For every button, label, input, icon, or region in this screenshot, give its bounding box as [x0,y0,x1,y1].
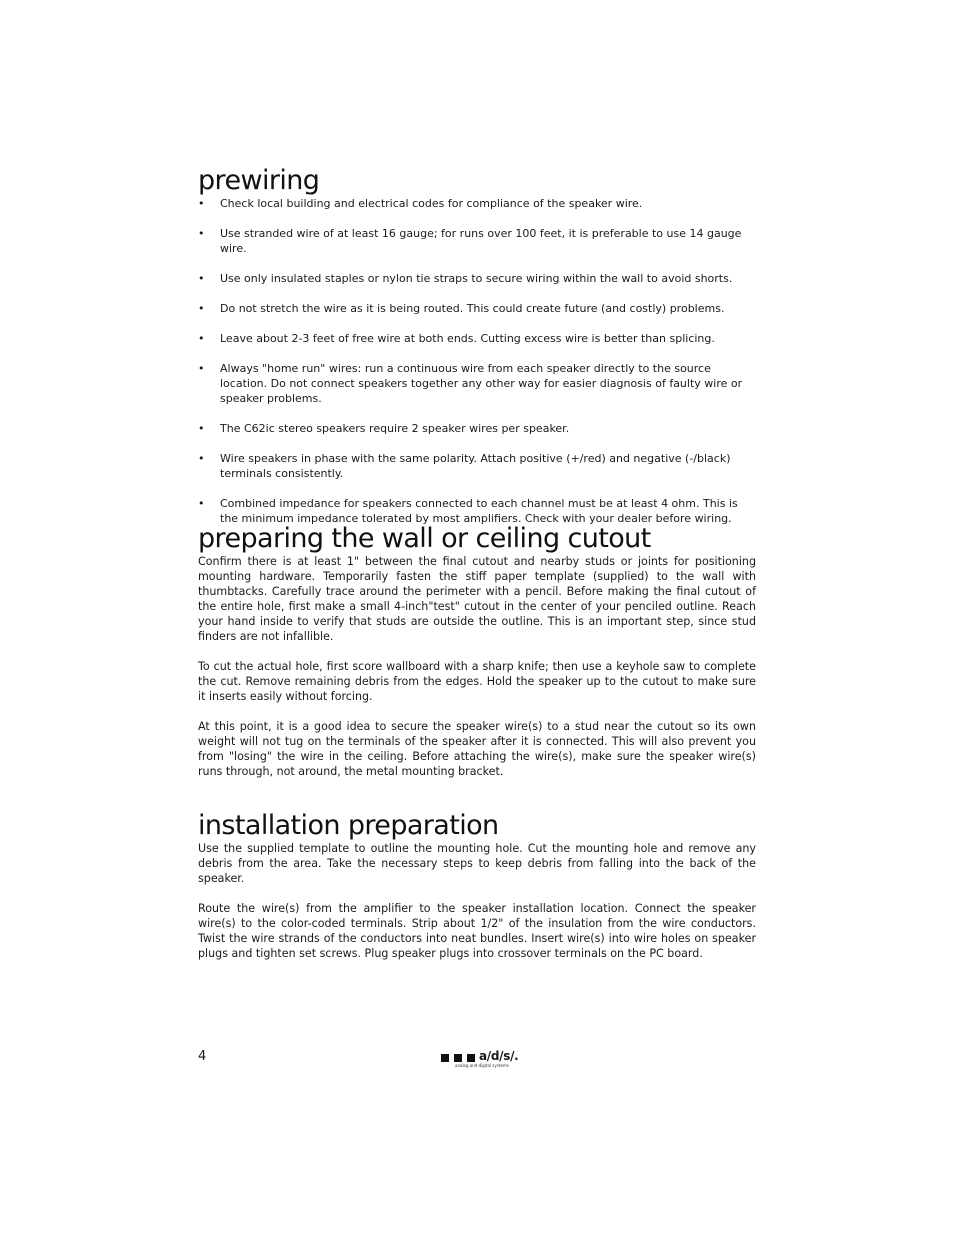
bullet-icon: • [198,302,205,315]
prewiring-bullet-item [198,196,756,211]
bullet-text: Combined impedance for speakers connected to each channel must be at least 4 ohm. This is the minimum impedance tolerated by most amplifiers. Check with your dealer before wiring. [220,497,738,525]
bullet-text: Do not stretch the wire as it is being routed. This could create future (and costly) problems. [220,302,725,315]
prewiring-bullet-item [198,226,756,256]
logo-text: a/d/s/. [479,1049,519,1063]
cutout-section [198,524,756,794]
prewiring-bullet-list [198,196,756,526]
logo-square-icon [454,1054,462,1062]
bullet-icon: • [198,452,205,465]
page-number: 4 [198,1049,207,1064]
cutout-heading: preparing the wall or ceiling cutout [198,523,651,554]
prewiring-heading: prewiring [198,165,320,196]
logo-square-icon [441,1054,449,1062]
bullet-text: Use stranded wire of at least 16 gauge; for runs over 100 feet, it is preferable to use 14 gauge wire. [220,227,742,255]
logo-square-icon [467,1054,475,1062]
bullet-text: Always "home run" wires: run a continuous wire from each speaker directly to the source location. Do not connect speakers together any other way for easier diagnosis of faulty wire or speaker problems. [220,362,743,405]
logo-tagline: analog and digital systems [455,1063,509,1068]
bullet-icon: • [198,362,205,375]
installation-heading: installation preparation [198,810,499,841]
installation-paragraph-1: Use the supplied template to outline the mounting hole. Cut the mounting hole and remove any debris from the area. Take the necessary steps to keep debris from falling into the back of the speaker. [198,842,756,885]
prewiring-bullet-item [198,451,756,481]
prewiring-section [198,166,756,541]
cutout-paragraph-2: To cut the actual hole, first score wallboard with a sharp knife; then use a keyhole saw to complete the cut. Remove remaining debris from the edges. Hold the speaker up to the cutout to make sure it inserts easily without forcing. [198,660,756,703]
bullet-text: Wire speakers in phase with the same polarity. Attach positive (+/red) and negative (-/black) terminals consistently. [220,452,731,480]
prewiring-bullet-item [198,421,756,436]
installation-section [198,811,756,976]
installation-paragraph-2: Route the wire(s) from the amplifier to the speaker installation location. Connect the speaker wire(s) to the color-coded terminals. Strip about 1/2" of the insulation from the wire conductors. Twist the wire strands of the conductors into neat bundles. Insert wire(s) into wire holes on speaker plugs and tighten set screws. Plug speaker plugs into crossover terminals on the PC board. [198,902,756,960]
bullet-text: Use only insulated staples or nylon tie straps to secure wiring within the wall to avoid shorts. [220,272,733,285]
bullet-icon: • [198,422,205,435]
cutout-paragraph-3: At this point, it is a good idea to secure the speaker wire(s) to a stud near the cutout so its own weight will not tug on the terminals of the speaker after it is connected. This will also prevent you from "losing" the wire in the ceiling. Before attaching the wire(s), make sure the speaker wire(s) runs through, not around, the metal mounting bracket. [198,720,756,778]
bullet-icon: • [198,332,205,345]
bullet-text: The C62ic stereo speakers require 2 speaker wires per speaker. [220,422,570,435]
bullet-text: Leave about 2-3 feet of free wire at both ends. Cutting excess wire is better than splicing. [220,332,715,345]
prewiring-bullet-item [198,331,756,346]
ads-logo [441,1050,521,1068]
bullet-icon: • [198,197,205,210]
prewiring-bullet-item [198,301,756,316]
prewiring-bullet-item [198,496,756,526]
bullet-icon: • [198,227,205,240]
prewiring-bullet-item [198,361,756,406]
bullet-text: Check local building and electrical codes for compliance of the speaker wire. [220,197,643,210]
bullet-icon: • [198,497,205,510]
prewiring-bullet-item [198,271,756,286]
bullet-icon: • [198,272,205,285]
cutout-paragraph-1: Confirm there is at least 1" between the final cutout and nearby studs or joints for positioning mounting hardware. Temporarily fasten the stiff paper template (supplied) to the wall with thumbtacks. Carefully trace around the perimeter with a pencil. Before making the final cutout of the entire hole, first make a small 4-inch"test" cutout in the center of your penciled outline. Reach your hand inside to verify that studs are outside the outline. This is an important step, since stud finders are not infallible. [198,555,756,643]
